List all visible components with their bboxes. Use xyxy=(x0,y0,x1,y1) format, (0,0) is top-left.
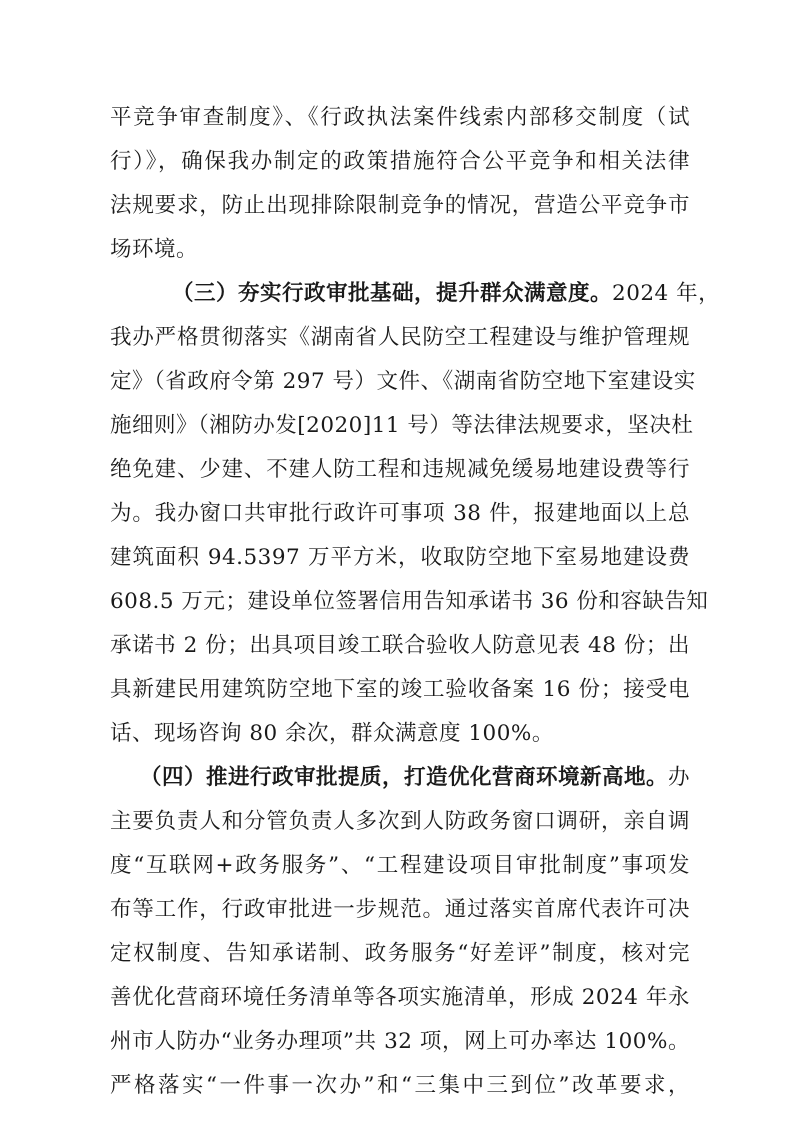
text-line: 州市人防办“业务办理项”共 32 项，网上可办率达 100%。 xyxy=(110,1029,690,1054)
text-line: 法规要求，防止出现排除限制竞争的情况，营造公平竞争市 xyxy=(110,193,690,218)
section-4-lead: 办 xyxy=(668,765,691,790)
text-line: 话、现场咨询 80 余次，群众满意度 100%。 xyxy=(110,721,554,746)
text-line: 具新建民用建筑防空地下室的竣工验收备案 16 份；接受电 xyxy=(110,677,690,702)
text-line: 场环境。 xyxy=(110,237,199,262)
section-4-heading: （四）推进行政审批提质，打造优化营商环境新高地。 xyxy=(140,765,669,790)
section-3-lead: 2024 年， xyxy=(612,281,721,306)
text-line: 度“互联网+政务服务”、“工程建设项目审批制度”事项发 xyxy=(110,853,690,878)
text-line: 承诺书 2 份；出具项目竣工联合验收人防意见表 48 份；出 xyxy=(110,633,690,658)
text-line: 定权制度、告知承诺制、政务服务“好差评”制度，核对完 xyxy=(110,941,690,966)
section-3-heading-line xyxy=(172,278,721,310)
text-line: 建筑面积 94.5397 万平方米，收取防空地下室易地建设费 xyxy=(110,545,690,570)
section-3-heading: （三）夯实行政审批基础，提升群众满意度。 xyxy=(172,281,613,306)
text-line: 善优化营商环境任务清单等各项实施清单，形成 2024 年永 xyxy=(110,985,690,1010)
text-line: 行）》，确保我办制定的政策措施符合公平竞争和相关法律 xyxy=(110,149,690,174)
text-line: 施细则》（湘防办发[2020]11 号）等法律法规要求，坚决杜 xyxy=(110,413,694,438)
text-line: 主要负责人和分管负责人多次到人防政务窗口调研，亲自调 xyxy=(110,809,690,834)
text-line: 严格落实“一件事一次办”和“三集中三到位”改革要求， xyxy=(110,1073,690,1098)
text-line: 平竞争审查制度》、《行政执法案件线索内部移交制度（试 xyxy=(110,105,690,130)
text-line: 608.5 万元；建设单位签署信用告知承诺书 36 份和容缺告知 xyxy=(110,589,709,614)
section-4-heading-line xyxy=(140,762,690,794)
text-line: 布等工作，行政审批进一步规范。通过落实首席代表许可决 xyxy=(110,897,690,922)
text-line: 定》（省政府令第 297 号）文件、《湖南省防空地下室建设实 xyxy=(110,369,696,394)
text-line: 绝免建、少建、不建人防工程和违规减免缓易地建设费等行 xyxy=(110,457,690,482)
text-line: 我办严格贯彻落实《湖南省人民防空工程建设与维护管理规 xyxy=(110,325,690,350)
text-line: 为。我办窗口共审批行政许可事项 38 件，报建地面以上总 xyxy=(110,501,690,526)
